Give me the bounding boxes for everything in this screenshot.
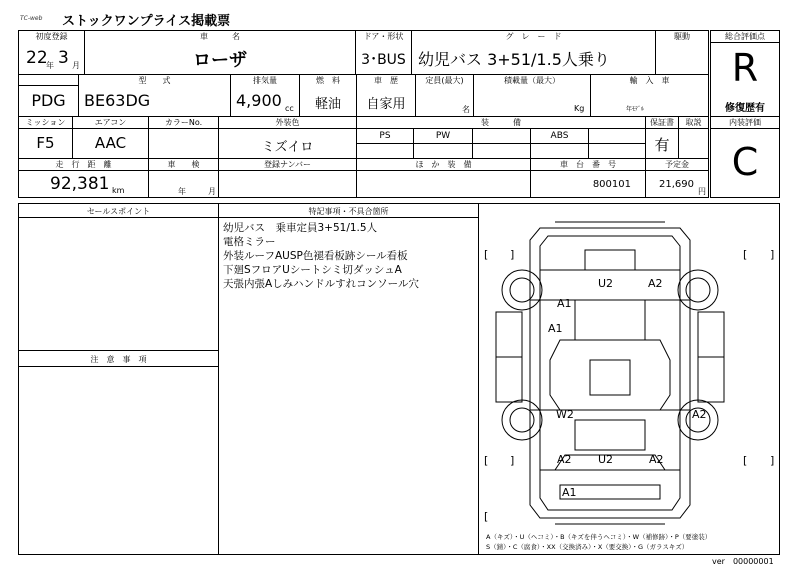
interior-score: C	[731, 140, 759, 184]
chassis-header: 車 台 番 号	[531, 159, 645, 170]
overall-score: R	[731, 46, 759, 90]
version: ver 00000001	[712, 557, 774, 566]
special-note-line: 下廻SフロアUシートシミ切ダッシュA	[223, 264, 402, 276]
bracket-open-bl: [	[484, 454, 489, 467]
warranty: 有	[654, 136, 670, 154]
color-no-header: カラーNo.	[149, 117, 218, 128]
other-equip-header: ほ か 装 備	[357, 159, 530, 170]
bracket-open-tr: [	[743, 248, 748, 261]
bracket-close-tl: ]	[510, 248, 515, 261]
overall-score-header: 総合評価点	[711, 31, 779, 42]
special-note-line: 天張内張Aしみハンドルすれコンソール穴	[223, 278, 419, 290]
first-reg-year: 22	[26, 48, 48, 68]
mileage-unit: km	[112, 186, 125, 195]
damage-mark: A2	[692, 408, 707, 421]
price: 21,690	[659, 179, 694, 190]
sales-point-header: セールスポイント	[19, 206, 218, 217]
fuel: 軽油	[314, 97, 341, 112]
capacity-header: 定員(最大)	[416, 75, 473, 86]
legend-line-2: S（錆）・C（腐食）・XX（交換済み）・X（要交換）・G（ガラスキズ）	[486, 543, 689, 551]
notes-header: 注 意 事 項	[19, 354, 218, 365]
damage-mark: A1	[548, 322, 563, 335]
bracket-open-br: [	[743, 454, 748, 467]
page-title: ストックワンプライス掲載票	[62, 14, 231, 29]
history-header: 車 歴	[357, 75, 415, 86]
equip-ps: PS	[379, 131, 391, 141]
exterior-color: ミズイロ	[261, 140, 314, 155]
price-header: 予定金	[646, 159, 708, 170]
drive-header: 駆動	[656, 31, 708, 42]
logo-text: TC-web	[20, 15, 43, 22]
mileage-header: 走 行 距 離	[19, 159, 148, 170]
mission-header: ミッション	[19, 117, 72, 128]
import-unit: 年ﾓﾃﾞﾙ	[626, 106, 645, 113]
bracket-close-bl: ]	[510, 454, 515, 467]
mileage: 92,381	[50, 174, 110, 194]
bracket-open-bottom: [	[484, 510, 489, 523]
first-reg-month: 3	[58, 48, 69, 68]
overall-score-sub: 修復歴有	[725, 103, 765, 114]
car-name-header: 車 名	[85, 31, 355, 42]
damage-mark: A2	[648, 277, 663, 290]
displacement: 4,900	[236, 91, 282, 110]
legend-line-1: A（キズ）・U（ヘコミ）・B（キズを伴うヘコミ）・W（補修跡）・P（要塗装）	[486, 533, 712, 541]
inspection-header: 車 検	[149, 159, 218, 170]
load-header: 積載量（最大）	[474, 75, 590, 86]
model-prefix: PDG	[31, 91, 66, 110]
history: 自家用	[366, 97, 406, 112]
capacity-unit: 名	[462, 105, 470, 114]
inspection-month-unit: 月	[208, 187, 216, 196]
damage-mark: U2	[598, 453, 614, 466]
equipment-header: 装 備	[357, 117, 645, 128]
load-unit: Kg	[574, 104, 585, 113]
inspection-year-unit: 年	[178, 187, 186, 196]
special-notes-header: 特記事項・不具合箇所	[219, 206, 478, 217]
model-type-header: 型 式	[79, 75, 230, 86]
bracket-open-tl: [	[484, 248, 489, 261]
price-unit: 円	[698, 187, 706, 196]
special-note-line: 電格ミラー	[223, 236, 276, 248]
damage-mark: A1	[562, 486, 577, 499]
bracket-close-tr: ]	[770, 248, 775, 261]
chassis: 800101	[592, 179, 631, 190]
mission: F5	[36, 134, 55, 152]
special-note-line: 幼児バス 乗車定員3+51/1.5人	[223, 222, 378, 234]
displacement-header: 排気量	[231, 75, 299, 86]
damage-mark: A2	[649, 453, 664, 466]
first-reg-header: 初度登録	[19, 31, 84, 42]
aircon: AAC	[94, 134, 127, 152]
interior-score-header: 内装評価	[711, 117, 779, 128]
special-note-line: 外装ルーフAUSP色褪看板跡シール看板	[223, 250, 408, 262]
damage-mark: U2	[598, 277, 614, 290]
fuel-header: 燃 料	[300, 75, 356, 86]
damage-mark: W2	[556, 408, 574, 421]
exterior-color-header: 外装色	[219, 117, 356, 128]
door-type: 3･BUS	[361, 52, 406, 68]
grade: 幼児バス 3+51/1.5人乗り	[418, 50, 610, 69]
door-type-header: ドア・形状	[356, 31, 411, 42]
equip-abs: ABS	[550, 131, 569, 141]
model: BE63DG	[84, 91, 151, 110]
first-reg-month-unit: 月	[72, 61, 80, 70]
car-diagram	[496, 222, 724, 524]
car-name: ローザ	[193, 50, 247, 71]
equip-pw: PW	[435, 131, 451, 141]
manual-header: 取説	[679, 117, 708, 128]
warranty-header: 保証書	[646, 117, 678, 128]
special-notes	[223, 221, 419, 291]
plate-header: 登録ナンバー	[219, 159, 356, 170]
damage-mark: A2	[557, 453, 572, 466]
bracket-close-br: ]	[770, 454, 775, 467]
grade-header: グ レ ー ド	[412, 31, 655, 42]
import-header: 輸 入 車	[591, 75, 708, 86]
first-reg-year-unit: 年	[46, 61, 54, 70]
displacement-unit: cc	[285, 104, 294, 113]
damage-mark: A1	[557, 297, 572, 310]
aircon-header: エアコン	[73, 117, 148, 128]
